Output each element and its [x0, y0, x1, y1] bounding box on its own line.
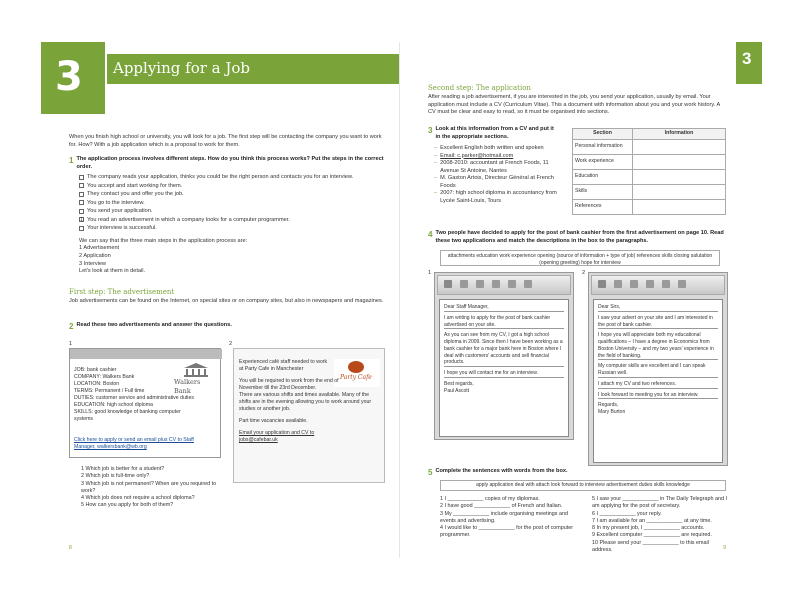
email-2-name: Mary Burton: [598, 409, 626, 415]
attach-icon[interactable]: [460, 280, 468, 288]
question-4: [428, 230, 726, 245]
fonts-icon[interactable]: [492, 280, 500, 288]
email-1-number: 1: [428, 270, 432, 276]
right-unit-tab: [736, 42, 762, 84]
q5-text: Complete the sentences with words from the box.: [435, 468, 568, 474]
send-icon[interactable]: [444, 280, 452, 288]
save-icon[interactable]: [678, 280, 686, 288]
question-2: [69, 322, 232, 333]
q1-step-list: [79, 174, 387, 276]
email-1-toolbar: [437, 275, 571, 295]
ad-1-apply-link[interactable]: Click here to apply or send an email plus CV to Staff Manager, walkersbank@wb.org: [74, 437, 194, 451]
q5-word-box: apply application deal with attach look forward to interview advertisement duties skills knowledge: [440, 480, 726, 491]
colors-icon[interactable]: [508, 280, 516, 288]
list-item: You accept and start working for them.: [79, 183, 387, 191]
checkbox[interactable]: [79, 200, 84, 205]
ad-1-logo-text: Walkers Bank: [174, 378, 201, 395]
q5-sentences-right: 5 I saw your ____________ in The Daily Telegraph and I am applying for the post of secretary. 6 I ____________ your reply. 7 I am available for an ____________ at any time. 8 In my present job, I ____________ accounts. 9 Excellent computer ____________ are required. 10 Please send your ____________ to this email address.: [592, 496, 727, 554]
q1-detail: Let's look at them in detail.: [79, 268, 146, 275]
table-row: Personal information: [573, 140, 726, 155]
main-step: 3 Interview: [79, 260, 107, 267]
ad-1-number: 1: [69, 341, 73, 347]
question-1: [69, 156, 387, 276]
email-1-window: [434, 272, 574, 440]
ad-1-details: JOB: bank cashier COMPANY: Walkers Bank LOCATION: Boston TERMS: Permanent / Full time DUTIES: customer service and administrative duties EDUCATION: high school diploma SKILLS: good knowledge of banking computer systems: [74, 367, 194, 423]
list-item: Your interview is successful.: [79, 225, 387, 233]
list-item: You send your application.: [79, 208, 387, 216]
q2-number: 2: [69, 322, 74, 331]
ad-2: [233, 348, 385, 483]
send-icon[interactable]: [598, 280, 606, 288]
list-item: 1 You read an advertisement in which a company looks for a computer programmer.: [80, 216, 290, 224]
q1-summary: We can say that the three main steps in the application process are:: [79, 237, 248, 244]
list-item: – Excellent English both written and spoken: [434, 145, 544, 152]
first-step-heading: First step: The advertisement: [69, 288, 175, 296]
email-1-salutation: Dear Staff Manager,: [444, 304, 564, 312]
list-item: – Email: c.parker@hotmail.com: [434, 152, 514, 159]
list-item: – 2008-2010: accountant at French Foods, 11 Avenue St Antoine, Nantes: [434, 160, 549, 174]
answer-cell[interactable]: [633, 200, 726, 215]
q4-text: Two people have decided to apply for the post of bank cashier from the first advertisement on page 10. Read these two applications and match the descriptions in the box to the paragraphs.: [435, 230, 724, 244]
q3-number: 3: [428, 126, 433, 135]
list-item: – 2007: high school diploma in accountancy from Lycée Saint-Louis, Tours: [434, 190, 557, 204]
email-2-body: [593, 299, 723, 463]
email-2-toolbar: [591, 275, 725, 295]
email-1-name: Paul Ascott: [444, 387, 470, 394]
q2-questions: 1 Which job is better for a student? 2 Which job is full-time only? 3 Which job is not permanent? When are you required to work? 4 Which job does not require a school diploma? 5 How can you apply for both of them?: [81, 466, 217, 509]
checkbox[interactable]: [79, 226, 84, 231]
email-2-number: 2: [582, 270, 586, 276]
ad-1-logo: [174, 363, 218, 393]
left-page: [41, 42, 399, 558]
q3-text: Look at this information from a CV and put it in the appropriate sections.: [435, 126, 554, 140]
unit-banner: [41, 42, 399, 100]
page-number-left: 8: [69, 545, 72, 552]
email-2-paragraph: My computer skills are excellent and I can speak Russian well.: [598, 363, 718, 378]
q3-items: [434, 145, 558, 205]
ad-1-topbar: [70, 349, 222, 359]
attach-icon[interactable]: [614, 280, 622, 288]
right-page: [400, 42, 730, 558]
email-2-salutation: Dear Sirs,: [598, 304, 718, 312]
ad-1: [69, 348, 221, 458]
unit-number: 3: [55, 54, 83, 100]
email-2-paragraph: I look forward to meeting you for an interview.: [598, 392, 718, 400]
list-item: They contact you and offer you the job.: [79, 191, 387, 199]
answer-cell[interactable]: [633, 185, 726, 200]
email-1-body: [439, 299, 569, 437]
ad-2-details: Experienced café staff needed to work at Party Cafe in Manchester You will be required to work from the end of November till the 23rd December. There are various shifts and times available. Many of the shifts are in the evening allowing you to work around your studies or another job. Part time vacancies available. Email your application and CV to jobs@cafebar.uk: [239, 359, 372, 444]
bank-building-icon: [184, 363, 208, 377]
question-3: [428, 126, 558, 205]
save-icon[interactable]: [524, 280, 532, 288]
table-row: References: [573, 200, 726, 215]
checkbox[interactable]: [79, 175, 84, 180]
table-header: Information: [633, 129, 726, 140]
main-step: 1 Advertisement: [79, 245, 120, 252]
checkbox-checked[interactable]: 1: [80, 217, 83, 224]
email-1-paragraph: I hope you will contact me for an interview.: [444, 370, 564, 378]
email-1-paragraph: As you can see from my CV, I got a high school diploma in 2009. Since then I have been working as a bank cashier for a major bank here in Boston where I deal with customers' accounts and sell financial products.: [444, 332, 563, 366]
list-item: The company reads your application, thinks you could be the right person and contacts you for an interview.: [79, 174, 387, 182]
table-row: Skills: [573, 185, 726, 200]
list-item: – M. Gaston Artois, Directeur Général at French Foods: [434, 175, 554, 189]
main-step: 2 Application: [79, 253, 111, 260]
email-1-paragraph: I am writing to apply for the post of bank cashier advertised on your site.: [444, 315, 564, 330]
address-icon[interactable]: [630, 280, 638, 288]
q5-sentences-left: 1 I ____________ copies of my diplomas. 2 I have good ____________ of French and Italian. 3 My ____________ include organising meetings and events and advertising. 4 I would like to ____________ for the post of computer programmer.: [440, 496, 574, 539]
second-step-text: After reading a job advertisement, if you are interested in the job, you send your application, usually by email. Your application must include a CV (Curriculum Vitae). This a document with information about you and your work history. A CV must be clear and easy to read, so it must be organised into sections.: [428, 94, 720, 116]
q4-number: 4: [428, 230, 433, 239]
answer-cell[interactable]: [633, 170, 726, 185]
checkbox[interactable]: [79, 183, 84, 188]
table-row: Education: [573, 170, 726, 185]
q1-number: 1: [69, 156, 74, 165]
table-header-row: [573, 129, 726, 140]
colors-icon[interactable]: [662, 280, 670, 288]
q1-text: The application process involves different steps. How do you think this process works? Put the steps in the correct order.: [76, 156, 384, 170]
ad-2-email[interactable]: Email your application and CV to jobs@cafebar.uk: [239, 430, 315, 444]
first-step-text: Job advertisements can be found on the Internet, on special sites or on company sites, but also in newspapers and magazines.: [69, 298, 384, 304]
table-row: Work experience: [573, 155, 726, 170]
intro-text: When you finish high school or university, you will look for a job. The first step will be contacting the company you want to work for. How? With a job application which is a proposal to work for them.: [69, 134, 382, 148]
answer-cell[interactable]: [633, 140, 726, 155]
q2-text: Read these two advertisements and answer the questions.: [76, 322, 232, 328]
page-number-right: 9: [723, 545, 726, 552]
q4-word-box: attachments education work experience opening (source of information + type of job) references skills closing salutation (opening greeting) hope for interview: [440, 250, 720, 266]
second-step-heading: Second step: The application: [428, 84, 531, 92]
email-2-paragraph: I attach my CV and two references.: [598, 381, 718, 389]
checkbox[interactable]: [79, 192, 84, 197]
email-2-window: [588, 272, 728, 466]
unit-title: Applying for a Job: [113, 59, 251, 77]
email-2-paragraph: I hope you will appreciate both my educational qualifications – I have a degree in Economics from Boston University – and my two years' experience in the field of banking.: [598, 332, 718, 360]
table-header: Section: [573, 129, 633, 140]
checkbox[interactable]: [79, 209, 84, 214]
cv-sections-table: [572, 128, 726, 215]
email-1-closing: Best regards,: [444, 380, 474, 387]
email-2-paragraph: I saw your advert on your site and I am interested in the post of bank cashier.: [598, 315, 718, 330]
ad-2-number: 2: [229, 341, 233, 347]
fonts-icon[interactable]: [646, 280, 654, 288]
q5-number: 5: [428, 468, 433, 477]
right-unit-tab-number: 3: [742, 49, 752, 68]
list-item: You go to the interview.: [79, 200, 387, 208]
email-2-closing: Regards,: [598, 402, 619, 409]
question-5: [428, 468, 568, 479]
ad-2-logo-text: Party Cafe: [340, 374, 372, 381]
address-icon[interactable]: [476, 280, 484, 288]
answer-cell[interactable]: [633, 155, 726, 170]
